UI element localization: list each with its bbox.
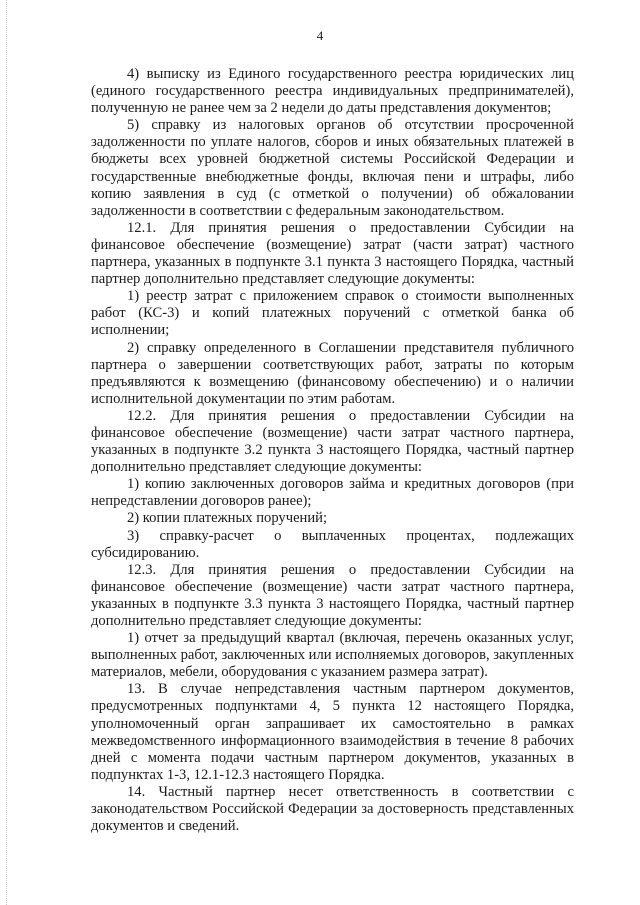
paragraph-12-3-item-1: 1) отчет за предыдущий квартал (включая, перечень оказанных услуг, выполненных работ, заключенных или исполняемых договоров, закупленных материалов, мебели, оборудования с указанием размера затрат). [91,630,574,681]
paragraph-12-1: 12.1. Для принятия решения о предоставлении Субсидии на финансовое обеспечение (возмещение) затрат (части затрат) частного партнера, указанных в подпункте 3.1 пункта 3 настоящего Порядка, частный партнер дополнительно представляет следующие документы: [91,219,574,288]
paragraph-item-5: 5) справку из налоговых органов об отсутствии просроченной задолженности по уплате налогов, сборов и иных обязательных платежей в бюджеты всех уровней бюджетной системы Российской Федерации и государственные внебюджетные фонды, включая пени и штрафы, либо копию заявления в суд (с отметкой о получении) об обжаловании задолженности в соответствии с федеральным законодательством. [91,117,574,219]
paragraph-14: 14. Частный партнер несет ответственность в соответствии с законодательством Российской Федерации за достоверность представленных документов и сведений. [91,783,574,835]
document-body [91,66,574,835]
scan-edge [6,0,8,905]
page-number: 4 [316,28,324,43]
paragraph-item-4: 4) выписку из Единого государственного реестра юридических лиц (единого государственного реестра индивидуальных предпринимателей), полученную не ранее чем за 2 недели до даты представления документов; [91,66,574,117]
paragraph-12-2-item-3: 3) справку-расчет о выплаченных процентах, подлежащих субсидированию. [91,527,574,561]
paragraph-12-2-item-2: 2) копии платежных поручений; [127,510,328,527]
paragraph-13: 13. В случае непредставления частным партнером документов, предусмотренных подпунктами 4, 5 пункта 12 настоящего Порядка, уполномоченный орган запрашивает их самостоятельно в рамках межведомственного информационного взаимодействия в течение 8 рабочих дней с момента подачи частным партнером документов, указанных в подпунктах 1-3, 12.1-12.3 настоящего Порядка. [91,681,574,783]
paragraph-12-2: 12.2. Для принятия решения о предоставлении Субсидии на финансовое обеспечение (возмещение) части затрат частного партнера, указанных в подпункте 3.2 пункта 3 настоящего Порядка, частный партнер дополнительно представляет следующие документы: [91,407,574,476]
paragraph-12-3: 12.3. Для принятия решения о предоставлении Субсидии на финансовое обеспечение (возмещение) части затрат частного партнера, указанных в подпункте 3.3 пункта 3 настоящего Порядка, частный партнер дополнительно представляет следующие документы: [91,561,574,629]
paragraph-12-2-item-1: 1) копию заключенных договоров займа и кредитных договоров (при непредставлении договоров ранее); [91,476,574,510]
paragraph-12-1-item-2: 2) справку определенного в Соглашении представителя публичного партнера о завершении соответствующих работ, затраты по которым предъявляются к возмещению (финансовому обеспечению) и о наличии исполнительной документации по этим работам. [91,339,574,407]
paragraph-12-1-item-1: 1) реестр затрат с приложением справок о стоимости выполненных работ (КС-3) и копий платежных поручений с отметкой банка об исполнении; [91,288,574,339]
